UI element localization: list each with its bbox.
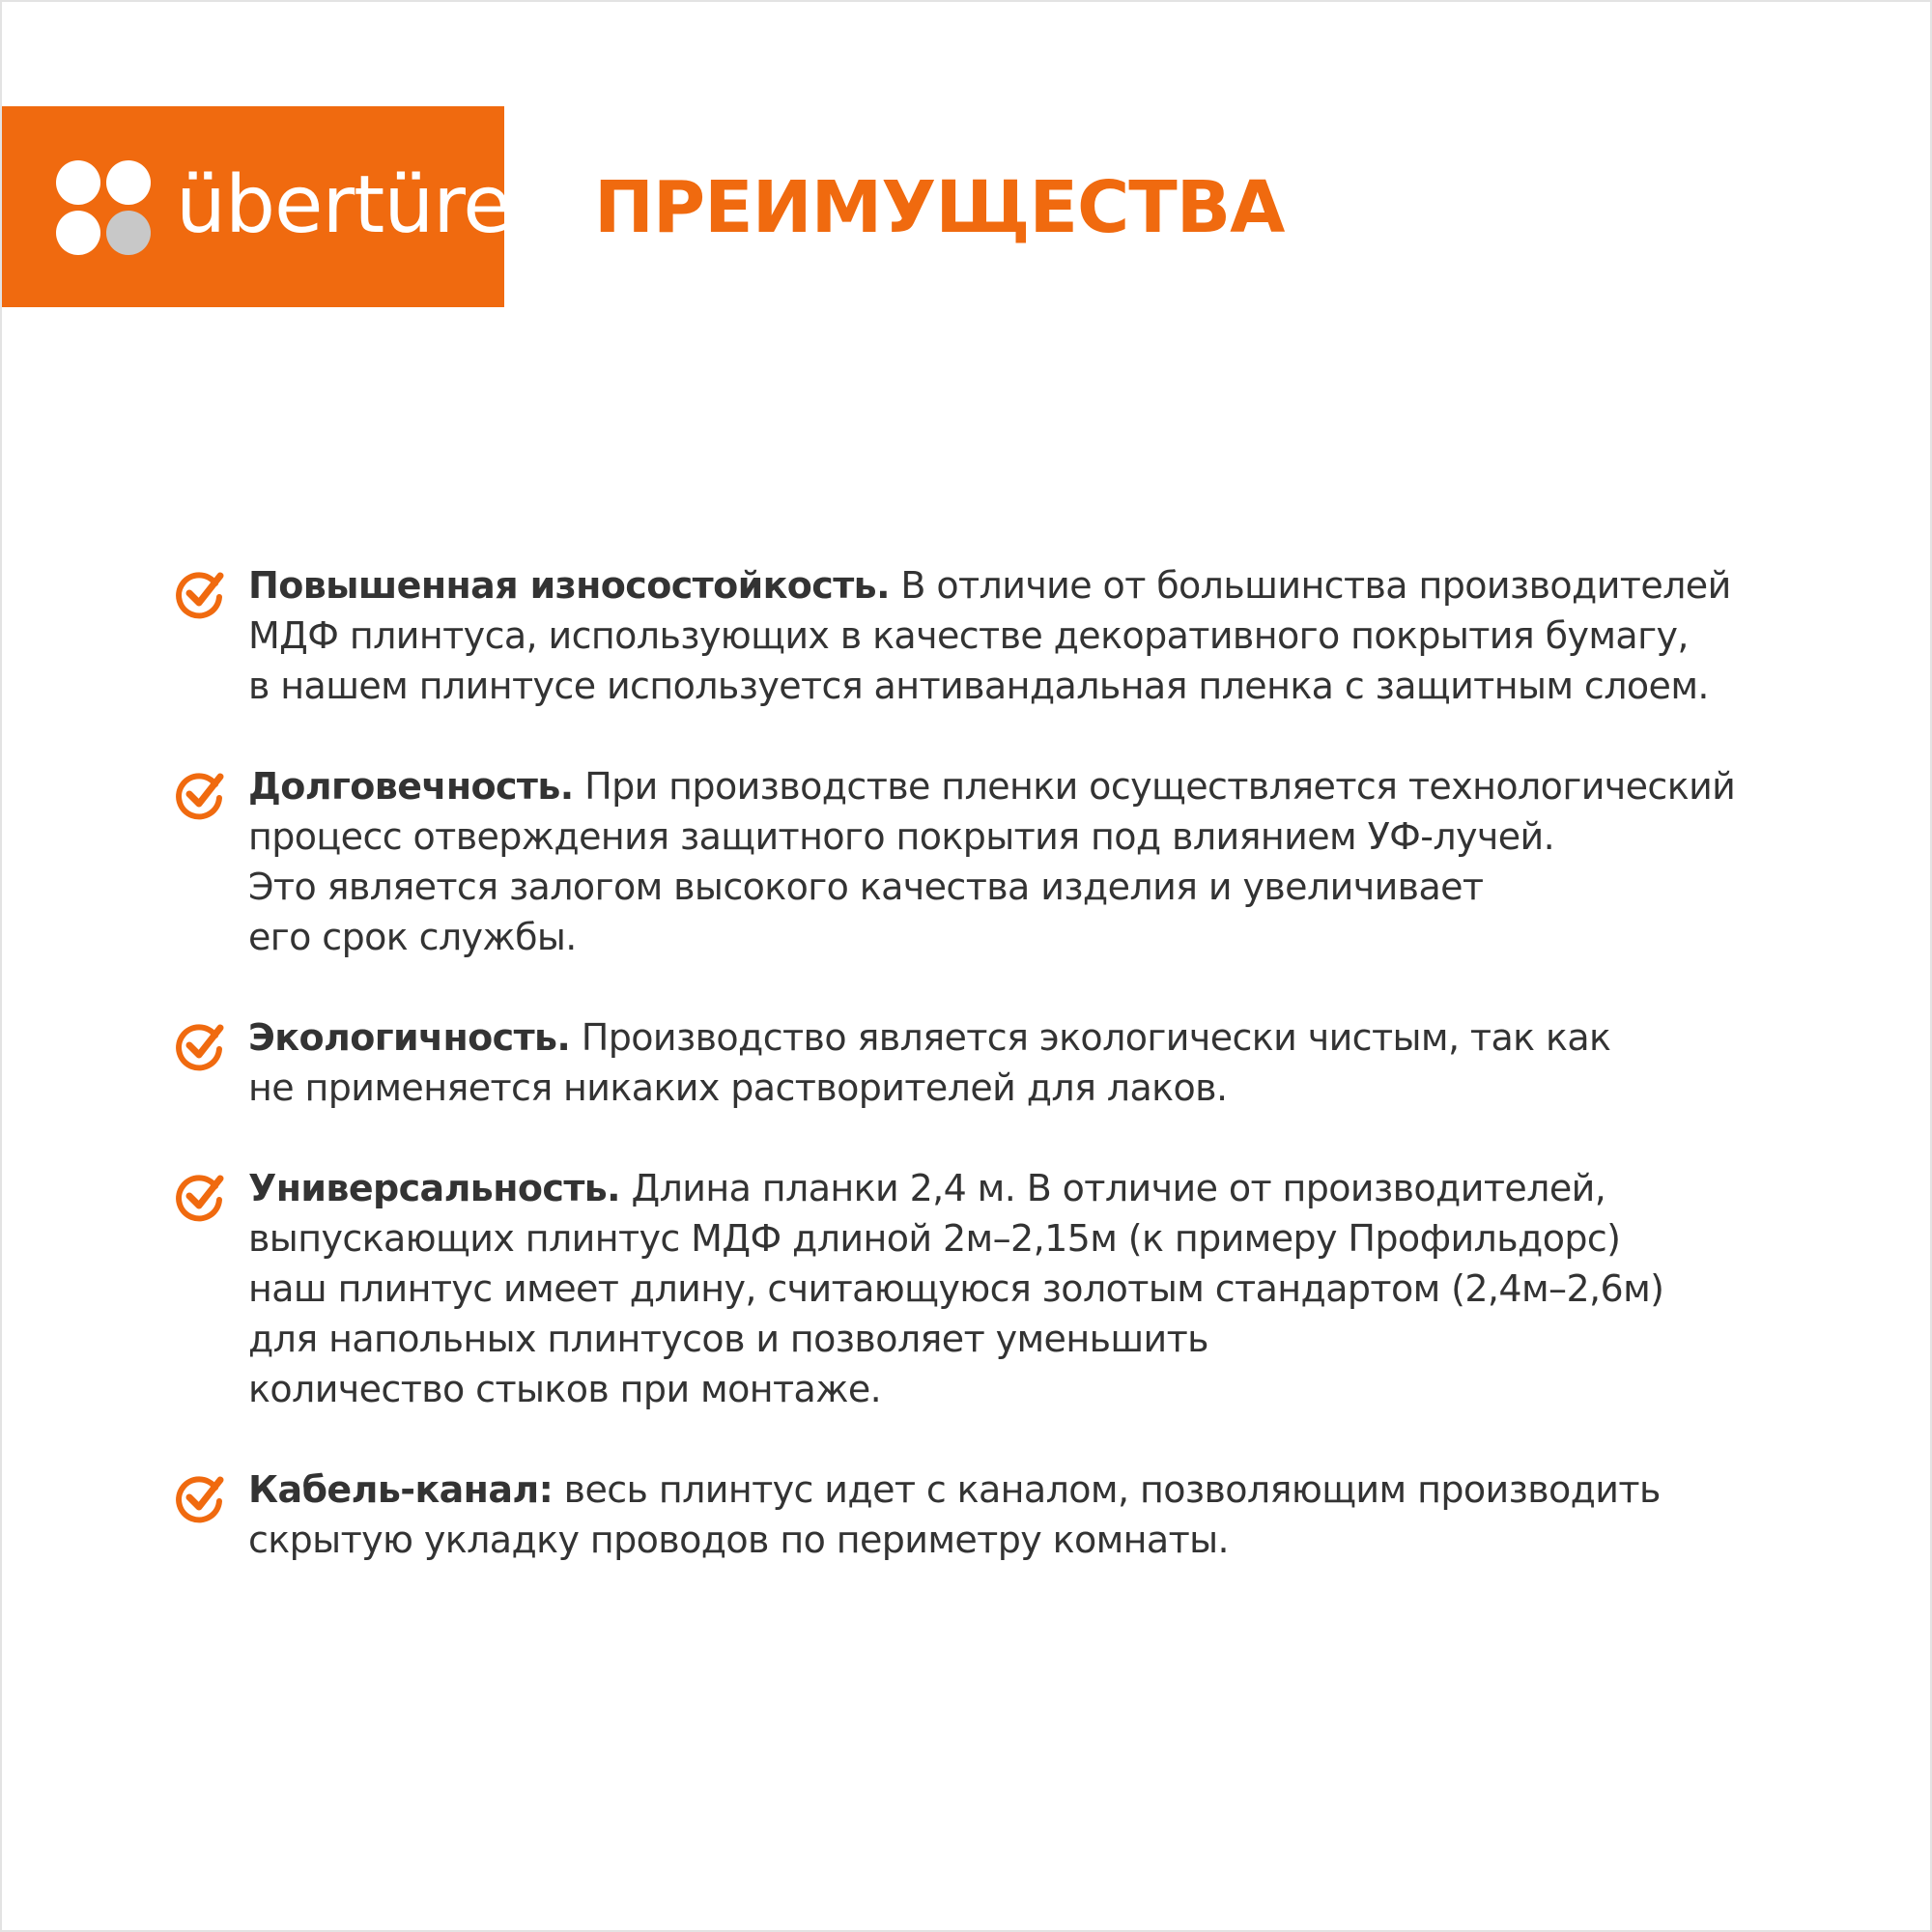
advantage-title: Экологичность. <box>248 1016 571 1059</box>
list-item <box>174 560 1816 711</box>
advantage-text <box>248 1464 1816 1565</box>
advantage-text <box>248 560 1816 711</box>
advantage-description: весь плинтус идет с каналом, позволяющим производить скрытую укладку проводов по периметру комнаты. <box>248 1468 1661 1561</box>
advantage-title: Долговечность. <box>248 765 574 808</box>
check-circle-icon <box>174 769 226 821</box>
check-circle-icon <box>174 568 226 620</box>
check-circle-icon <box>174 1472 226 1524</box>
check-circle-icon <box>174 1020 226 1072</box>
advantage-title: Кабель-канал: <box>248 1468 554 1511</box>
brand-name: übertüre <box>176 159 511 251</box>
advantage-title: Универсальность. <box>248 1167 621 1209</box>
advantage-text <box>248 1012 1816 1113</box>
advantage-title: Повышенная износостойкость. <box>248 564 890 607</box>
four-circles-logo-icon <box>55 159 152 256</box>
advantage-text <box>248 761 1816 962</box>
advantage-text <box>248 1163 1816 1414</box>
advantage-description: Длина планки 2,4 м. В отличие от производителей, выпускающих плинтус МДФ длиной 2м–2,15м (к примеру Профильдорс) наш плинтус имеет длину, считающуюся золотым стандартом (2,4м–2,6м) для напольных плинтусов и позволяет уменьшить количество стыков при монтаже. <box>248 1167 1664 1410</box>
list-item <box>174 761 1816 962</box>
advantage-description: Производство является экологически чистым, так как не применяется никаких растворителей для лаков. <box>248 1016 1611 1109</box>
page-title: ПРЕИМУЩЕСТВА <box>594 166 1285 249</box>
list-item <box>174 1012 1816 1113</box>
advantage-description: В отличие от большинства производителей МДФ плинтуса, использующих в качестве декоративного покрытия бумагу, в нашем плинтусе используется антивандальная пленка с защитным слоем. <box>248 564 1731 707</box>
advantage-description: При производстве пленки осуществляется технологический процесс отверждения защитного покрытия под влиянием УФ-лучей. Это является залогом высокого качества изделия и увеличивает его срок службы. <box>248 765 1736 958</box>
check-circle-icon <box>174 1171 226 1223</box>
list-item <box>174 1464 1816 1565</box>
list-item <box>174 1163 1816 1414</box>
brand-logo <box>2 106 511 307</box>
advantages-list <box>174 560 1816 1615</box>
